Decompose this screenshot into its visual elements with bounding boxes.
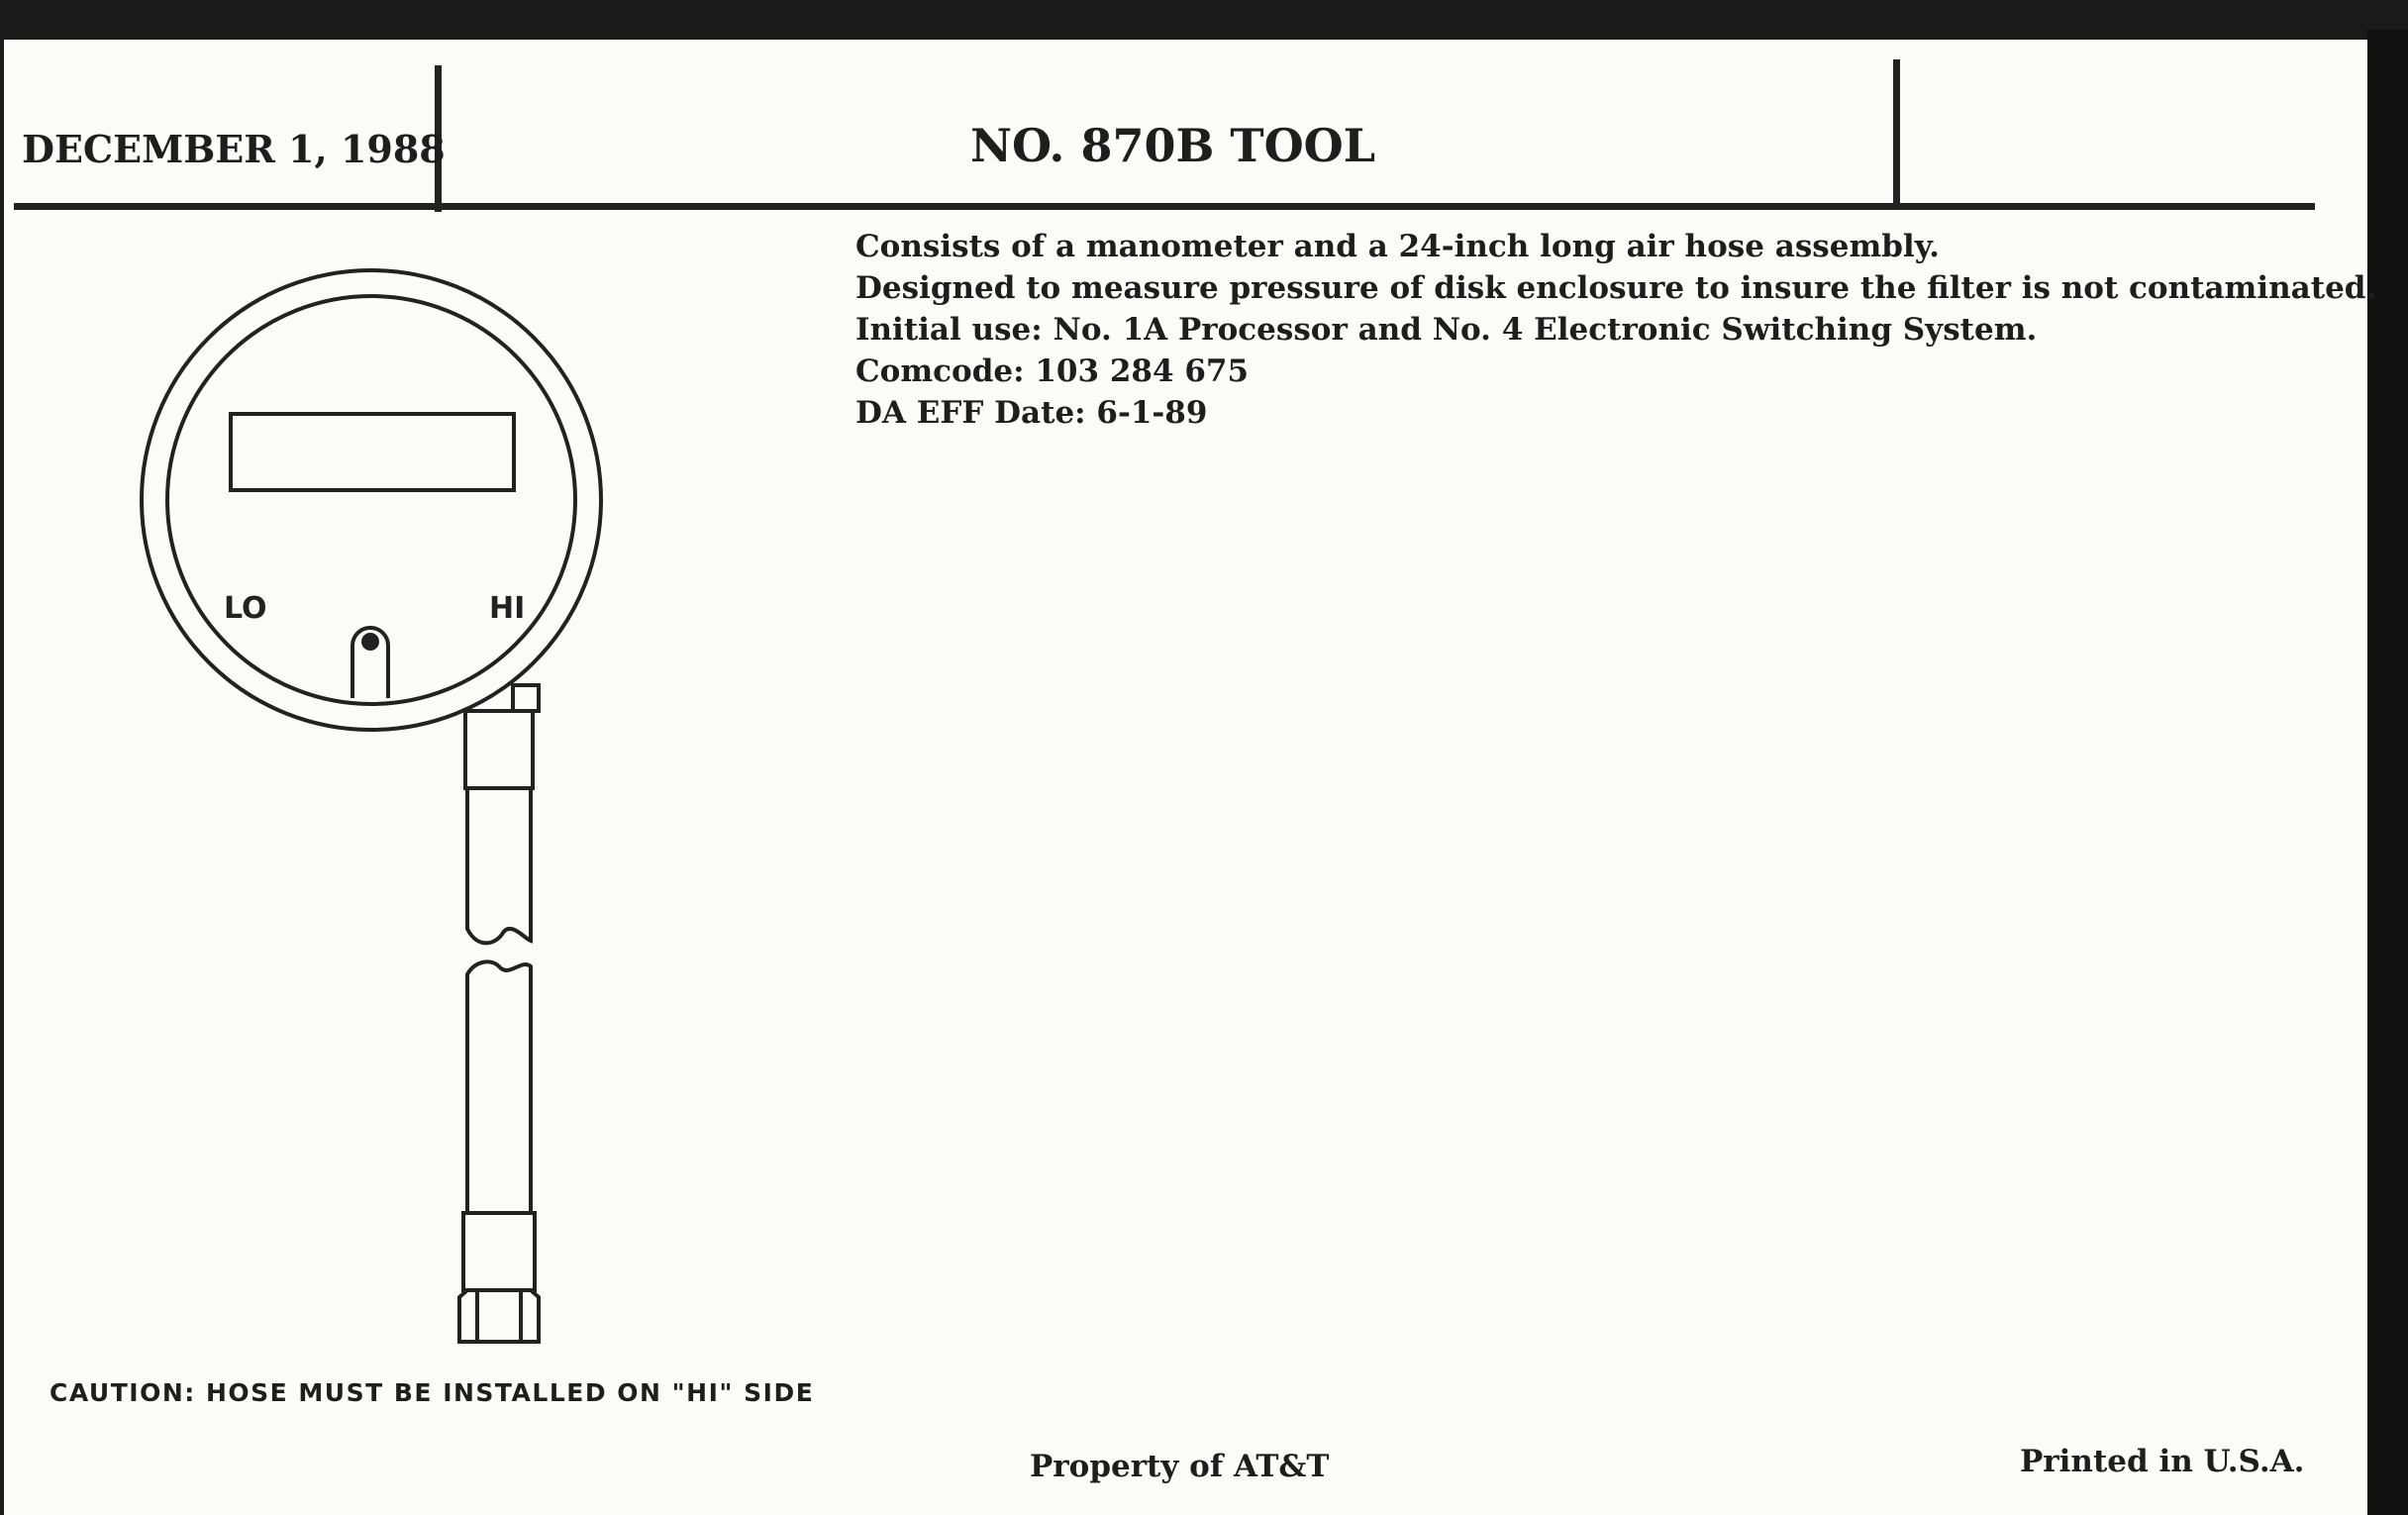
hose-end-connector	[463, 1213, 535, 1290]
gauge-display-window	[231, 414, 514, 490]
hose-upper-section	[467, 788, 531, 943]
property-notice: Property of AT&T	[1030, 1449, 1330, 1484]
gauge-high-label: HI	[489, 591, 526, 626]
gauge-low-label: LO	[224, 591, 267, 626]
description-line: Comcode: 103 284 675	[855, 354, 1250, 389]
gauge-outer-ring	[142, 270, 601, 730]
hose-lower-section	[467, 961, 531, 1213]
description-line: Consists of a manometer and a 24-inch long air hose assembly.	[855, 229, 1940, 264]
issue-date: DECEMBER 1, 1988	[22, 127, 446, 171]
description-line: DA EFF Date: 6-1-89	[855, 395, 1208, 431]
description-line: Initial use: No. 1A Processor and No. 4 Electronic Switching System.	[855, 312, 2038, 348]
printed-notice: Printed in U.S.A.	[2020, 1444, 2305, 1479]
hose-end-nut	[459, 1290, 539, 1342]
description-line: Designed to measure pressure of disk enclosure to insure the filter is not contaminated.	[855, 270, 2377, 306]
gauge-port-hole	[361, 633, 379, 651]
caution-note: CAUTION: HOSE MUST BE INSTALLED ON "HI" SIDE	[50, 1378, 815, 1407]
hose-fitting-collar	[513, 685, 539, 711]
tool-title: NO. 870B TOOL	[970, 119, 1376, 172]
hose-fitting	[465, 711, 533, 788]
